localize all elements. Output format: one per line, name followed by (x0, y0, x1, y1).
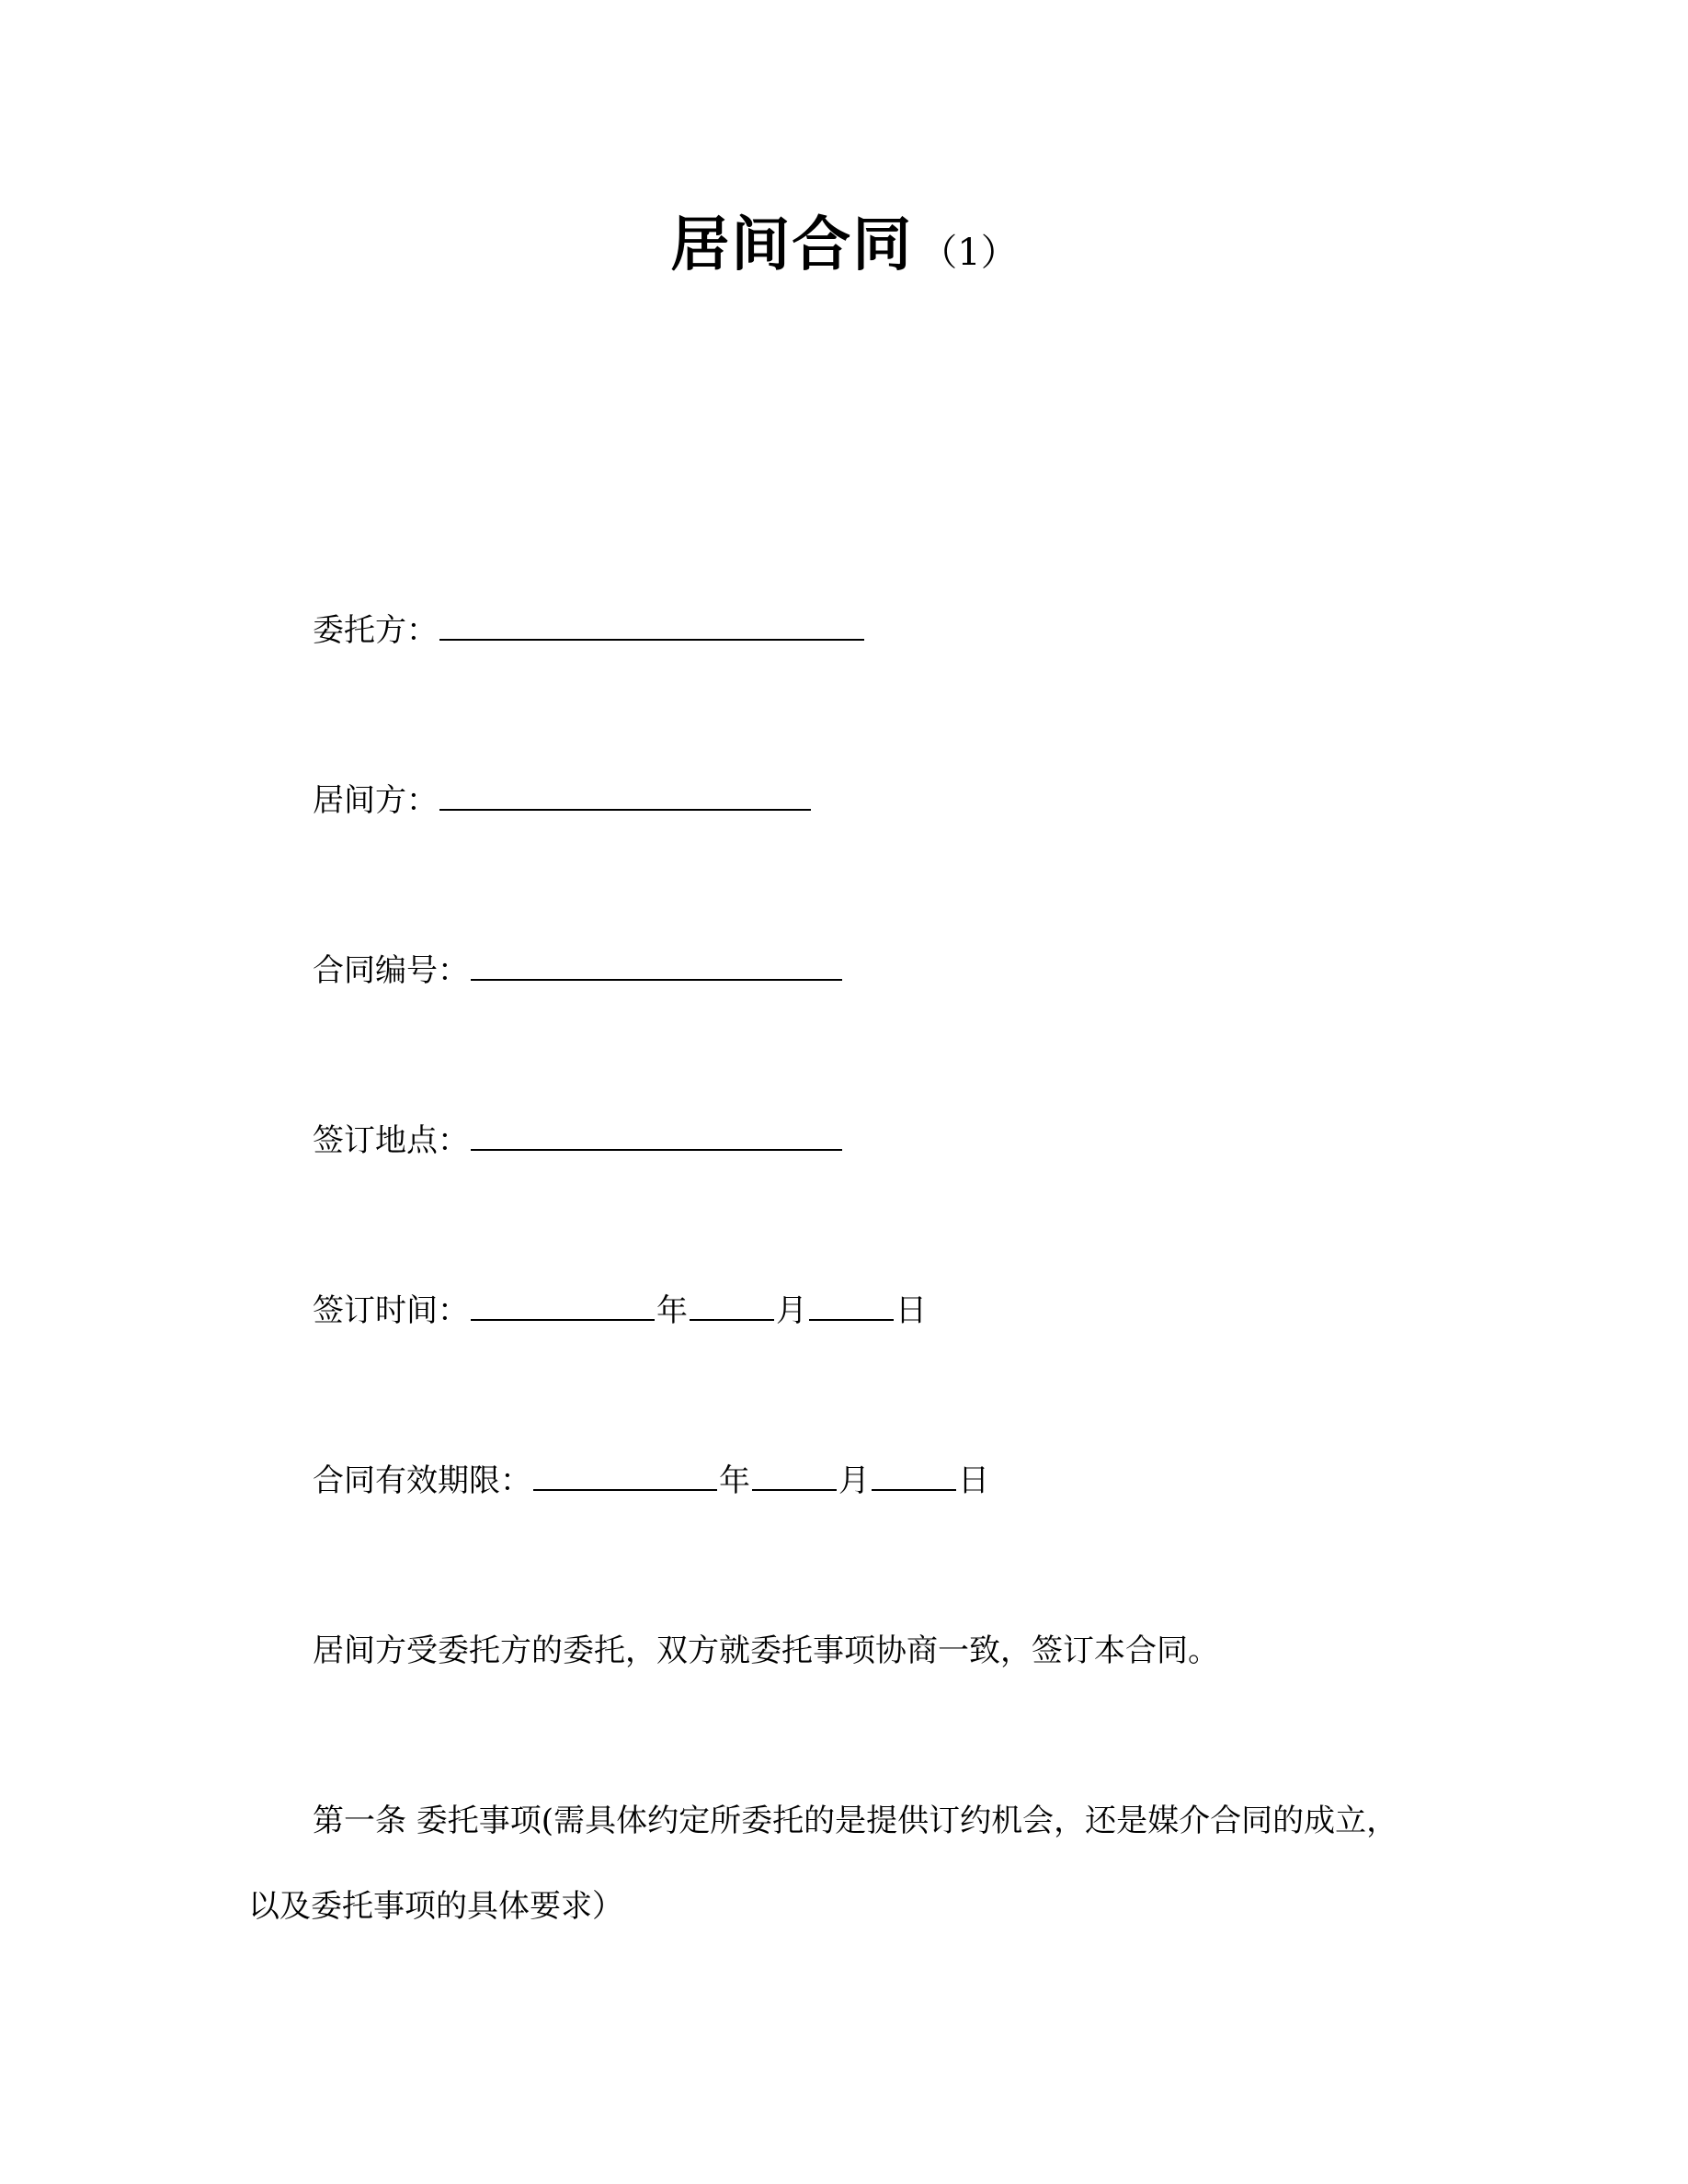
client-blank[interactable] (439, 611, 864, 641)
sign-place-line (313, 1120, 844, 1161)
broker-line (313, 780, 813, 821)
contract-no-line (313, 950, 844, 991)
validity-line (313, 1461, 989, 1501)
contract-no-blank[interactable] (471, 951, 842, 981)
sign-month-unit: 月 (776, 1292, 807, 1329)
title-main: 居间合同 (670, 211, 914, 279)
document-title (0, 198, 1688, 282)
sign-year-unit: 年 (656, 1292, 688, 1329)
validity-day-blank[interactable] (872, 1462, 956, 1491)
sign-day-unit: 日 (895, 1292, 927, 1329)
article1-line2: 以及委托事项的具体要求） (248, 1888, 623, 1925)
sign-place-label: 签订地点： (313, 1122, 469, 1159)
article1-line1: 第一条 委托事项(需具体约定所委托的是提供订约机会，还是媒介合同的成立， (313, 1803, 1398, 1839)
sign-month-blank[interactable] (690, 1291, 774, 1321)
validity-month-blank[interactable] (752, 1462, 837, 1491)
validity-month-unit: 月 (838, 1462, 870, 1499)
validity-day-unit: 日 (958, 1462, 989, 1499)
sign-time-label: 签订时间： (313, 1292, 469, 1329)
broker-blank[interactable] (439, 781, 811, 811)
broker-label: 居间方： (313, 782, 438, 819)
sign-day-blank[interactable] (809, 1291, 894, 1321)
title-suffix: （1） (920, 232, 1018, 274)
validity-label: 合同有效期限： (313, 1462, 531, 1499)
client-label: 委托方： (313, 612, 438, 649)
client-line (313, 610, 866, 651)
sign-year-blank[interactable] (471, 1291, 655, 1321)
validity-year-blank[interactable] (533, 1462, 717, 1491)
sign-place-blank[interactable] (471, 1121, 842, 1151)
intro-paragraph: 居间方受委托方的委托，双方就委托事项协商一致，签订本合同。 (313, 1632, 1219, 1669)
validity-year-unit: 年 (719, 1462, 750, 1499)
sign-time-line (313, 1291, 927, 1331)
contract-no-label: 合同编号： (313, 952, 469, 989)
